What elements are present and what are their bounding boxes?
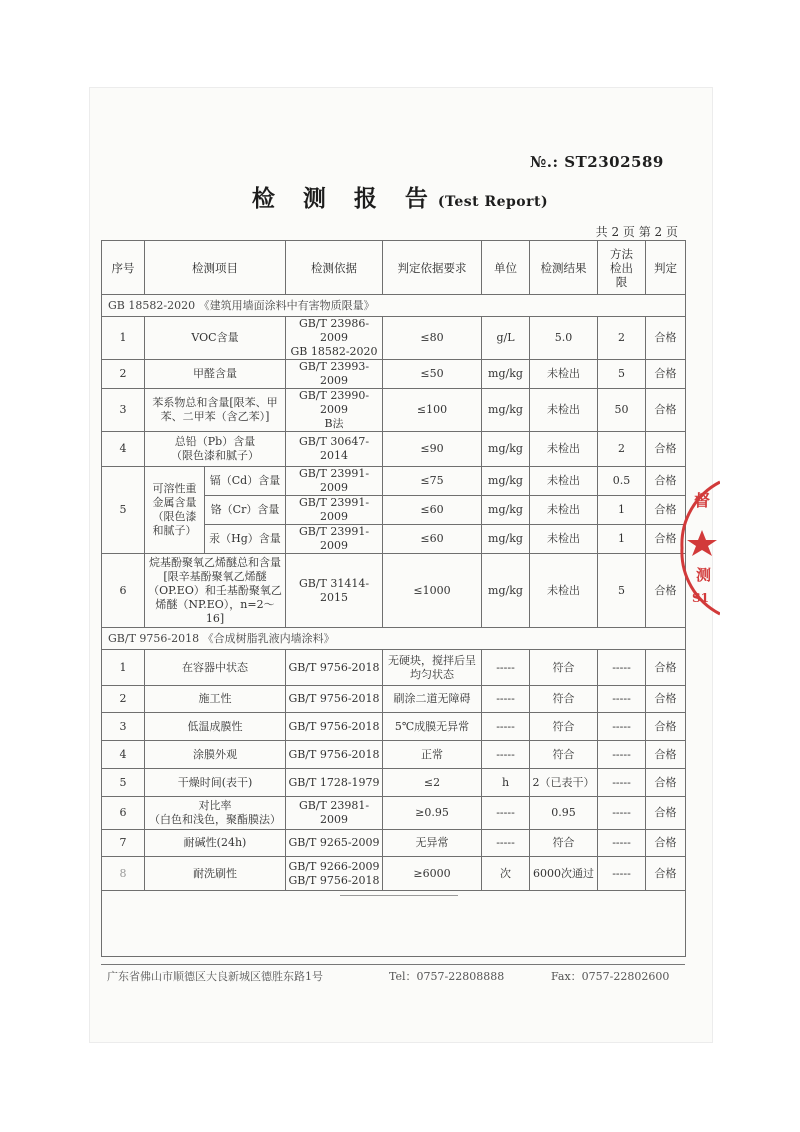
item-cell: 耐洗刷性 (145, 857, 286, 891)
row-number-cell: 5 (102, 467, 145, 554)
judgement-cell: 合格 (646, 713, 686, 741)
header-judgement: 判定 (646, 241, 686, 295)
table-row (102, 857, 686, 891)
requirement-cell: ≤1000 (383, 554, 482, 628)
row-number-cell: 2 (102, 686, 145, 713)
item-cell: 总铅（Pb）含量 （限色漆和腻子） (145, 432, 286, 467)
title-chinese: 检 测 报 告 (251, 185, 438, 212)
row-number-cell: 6 (102, 554, 145, 628)
table-row (102, 686, 686, 713)
requirement-cell: ≥0.95 (383, 797, 482, 830)
header-basis: 检测依据 (286, 241, 383, 295)
item-cell: 苯系物总和含量[限苯、甲苯、二甲苯（含乙苯）] (145, 389, 286, 432)
basis-cell: GB/T 31414-2015 (286, 554, 383, 628)
sub-item-cell: 铬（Cr）含量 (205, 496, 286, 525)
header-unit: 单位 (482, 241, 530, 295)
row-number-cell: 4 (102, 432, 145, 467)
detection-limit-cell: ----- (598, 769, 646, 797)
detection-limit-cell: ----- (598, 741, 646, 769)
judgement-cell: 合格 (646, 496, 686, 525)
blank-row (102, 891, 686, 957)
test-results-table (101, 240, 686, 957)
result-cell: 2（已表干） (530, 769, 598, 797)
basis-cell: GB/T 23981-2009 (286, 797, 383, 830)
judgement-cell: 合格 (646, 554, 686, 628)
requirement-cell: 5℃成膜无异常 (383, 713, 482, 741)
unit-cell: g/L (482, 317, 530, 360)
row-number-cell: 1 (102, 650, 145, 686)
red-seal-stamp (680, 478, 720, 618)
title-english: (Test Report) (437, 194, 549, 210)
row-number-cell: 6 (102, 797, 145, 830)
detection-limit-cell: 2 (598, 317, 646, 360)
judgement-cell: 合格 (646, 650, 686, 686)
section-row (102, 628, 686, 650)
requirement-cell: ≤2 (383, 769, 482, 797)
unit-cell: mg/kg (482, 467, 530, 496)
table-row (102, 467, 686, 496)
judgement-cell: 合格 (646, 830, 686, 857)
requirement-cell: ≤100 (383, 389, 482, 432)
detection-limit-cell: 50 (598, 389, 646, 432)
item-cell: 干燥时间(表干) (145, 769, 286, 797)
item-cell: 甲醛含量 (145, 360, 286, 389)
judgement-cell: 合格 (646, 686, 686, 713)
judgement-cell: 合格 (646, 389, 686, 432)
report-title (0, 180, 800, 213)
unit-cell: ----- (482, 713, 530, 741)
result-cell: 未检出 (530, 496, 598, 525)
sub-item-cell: 汞（Hg）含量 (205, 525, 286, 554)
item-cell: 对比率 （白色和浅色，聚酯膜法） (145, 797, 286, 830)
table-row (102, 650, 686, 686)
detection-limit-cell: ----- (598, 686, 646, 713)
requirement-cell: ≥6000 (383, 857, 482, 891)
row-number-cell: 8 (102, 857, 145, 891)
item-cell: 烷基酚聚氧乙烯醚总和含量[限辛基酚聚氧乙烯醚（OP.EO）和壬基酚聚氧乙烯醚（NP.EO），n=2～16] (145, 554, 286, 628)
unit-cell: mg/kg (482, 432, 530, 467)
result-cell: 符合 (530, 741, 598, 769)
row-number-cell: 5 (102, 769, 145, 797)
row-number-cell: 7 (102, 830, 145, 857)
section-title: GB/T 9756-2018 《合成树脂乳液内墙涂料》 (102, 628, 686, 650)
detection-limit-cell: 5 (598, 554, 646, 628)
basis-cell: GB/T 9756-2018 (286, 713, 383, 741)
section-row (102, 295, 686, 317)
unit-cell: mg/kg (482, 554, 530, 628)
table-header-row (102, 241, 686, 295)
basis-cell: GB/T 30647-2014 (286, 432, 383, 467)
unit-cell: mg/kg (482, 389, 530, 432)
detection-limit-cell: ----- (598, 650, 646, 686)
detection-limit-cell: ----- (598, 797, 646, 830)
detection-limit-cell: 1 (598, 496, 646, 525)
judgement-cell: 合格 (646, 432, 686, 467)
judgement-cell: 合格 (646, 467, 686, 496)
header-detection-limit: 方法检出限 (598, 241, 646, 295)
item-cell: 在容器中状态 (145, 650, 286, 686)
detection-limit-cell: 0.5 (598, 467, 646, 496)
judgement-cell: 合格 (646, 857, 686, 891)
report-number: №.: ST2302589 (530, 153, 664, 171)
requirement-cell: ≤90 (383, 432, 482, 467)
judgement-cell: 合格 (646, 317, 686, 360)
table-row (102, 389, 686, 432)
result-cell: 未检出 (530, 554, 598, 628)
unit-cell: mg/kg (482, 525, 530, 554)
item-cell: 耐碱性(24h) (145, 830, 286, 857)
seal-code: S1 (692, 591, 710, 605)
requirement-cell: ≤80 (383, 317, 482, 360)
detection-limit-cell: ----- (598, 830, 646, 857)
basis-cell: GB/T 9756-2018 (286, 741, 383, 769)
requirement-cell: ≤50 (383, 360, 482, 389)
detection-limit-cell: 5 (598, 360, 646, 389)
seal-star-icon (687, 530, 717, 556)
basis-cell: GB/T 23993-2009 (286, 360, 383, 389)
header-no: 序号 (102, 241, 145, 295)
table-row (102, 713, 686, 741)
row-number-cell: 4 (102, 741, 145, 769)
sub-item-cell: 镉（Cd）含量 (205, 467, 286, 496)
basis-cell: GB/T 23991-2009 (286, 467, 383, 496)
judgement-cell: 合格 (646, 797, 686, 830)
basis-cell: GB/T 23986-2009 GB 18582-2020 (286, 317, 383, 360)
detection-limit-cell: ----- (598, 857, 646, 891)
result-cell: 未检出 (530, 432, 598, 467)
requirement-cell: ≤60 (383, 525, 482, 554)
basis-cell: GB/T 23991-2009 (286, 525, 383, 554)
row-number-cell: 1 (102, 317, 145, 360)
footer-tel: Tel：0757-22808888 (389, 970, 505, 983)
item-cell: 涂膜外观 (145, 741, 286, 769)
unit-cell: ----- (482, 741, 530, 769)
unit-cell: ----- (482, 797, 530, 830)
result-cell: 5.0 (530, 317, 598, 360)
item-group-cell: 可溶性重金属含量（限色漆和腻子） (145, 467, 205, 554)
unit-cell: mg/kg (482, 496, 530, 525)
row-number-cell: 3 (102, 389, 145, 432)
result-cell: 未检出 (530, 525, 598, 554)
basis-cell: GB/T 9756-2018 (286, 650, 383, 686)
judgement-cell: 合格 (646, 525, 686, 554)
item-cell: 低温成膜性 (145, 713, 286, 741)
detection-limit-cell: 2 (598, 432, 646, 467)
row-number-cell: 3 (102, 713, 145, 741)
seal-char-1: 督 (694, 491, 711, 510)
result-cell: 0.95 (530, 797, 598, 830)
table-row (102, 830, 686, 857)
judgement-cell: 合格 (646, 360, 686, 389)
footer-address: 广东省佛山市顺德区大良新城区德胜东路1号 (107, 970, 323, 983)
basis-cell: GB/T 23991-2009 (286, 496, 383, 525)
unit-cell: 次 (482, 857, 530, 891)
result-cell: 符合 (530, 830, 598, 857)
detection-limit-cell: ----- (598, 713, 646, 741)
result-cell: 6000次通过 (530, 857, 598, 891)
result-cell: 符合 (530, 650, 598, 686)
unit-cell: ----- (482, 830, 530, 857)
basis-cell: GB/T 23990-2009 B法 (286, 389, 383, 432)
basis-cell: GB/T 9266-2009 GB/T 9756-2018 (286, 857, 383, 891)
unit-cell: ----- (482, 686, 530, 713)
basis-cell: GB/T 9265-2009 (286, 830, 383, 857)
result-cell: 未检出 (530, 467, 598, 496)
table-row (102, 554, 686, 628)
table-row (102, 432, 686, 467)
footer-fax: Fax：0757-22802600 (551, 970, 670, 983)
requirement-cell: 无硬块，搅拌后呈均匀状态 (383, 650, 482, 686)
header-requirement: 判定依据要求 (383, 241, 482, 295)
header-result: 检测结果 (530, 241, 598, 295)
seal-char-2: 测 (696, 566, 712, 584)
unit-cell: mg/kg (482, 360, 530, 389)
requirement-cell: ≤75 (383, 467, 482, 496)
table-row (102, 769, 686, 797)
requirement-cell: 无异常 (383, 830, 482, 857)
footer (101, 964, 685, 984)
basis-cell: GB/T 1728-1979 (286, 769, 383, 797)
table-row (102, 360, 686, 389)
unit-cell: h (482, 769, 530, 797)
requirement-cell: 刷涂二道无障碍 (383, 686, 482, 713)
detection-limit-cell: 1 (598, 525, 646, 554)
judgement-cell: 合格 (646, 741, 686, 769)
row-number-cell: 2 (102, 360, 145, 389)
basis-cell: GB/T 9756-2018 (286, 686, 383, 713)
table-row (102, 741, 686, 769)
result-cell: 未检出 (530, 360, 598, 389)
unit-cell: ----- (482, 650, 530, 686)
section-title: GB 18582-2020 《建筑用墙面涂料中有害物质限量》 (102, 295, 686, 317)
end-divider (340, 895, 458, 896)
result-cell: 符合 (530, 713, 598, 741)
blank-cell (102, 891, 686, 957)
table-row (102, 797, 686, 830)
judgement-cell: 合格 (646, 769, 686, 797)
requirement-cell: 正常 (383, 741, 482, 769)
result-cell: 未检出 (530, 389, 598, 432)
item-cell: 施工性 (145, 686, 286, 713)
header-item: 检测项目 (145, 241, 286, 295)
requirement-cell: ≤60 (383, 496, 482, 525)
page-indicator: 共 2 页 第 2 页 (595, 225, 678, 239)
item-cell: VOC含量 (145, 317, 286, 360)
result-cell: 符合 (530, 686, 598, 713)
table-row (102, 317, 686, 360)
